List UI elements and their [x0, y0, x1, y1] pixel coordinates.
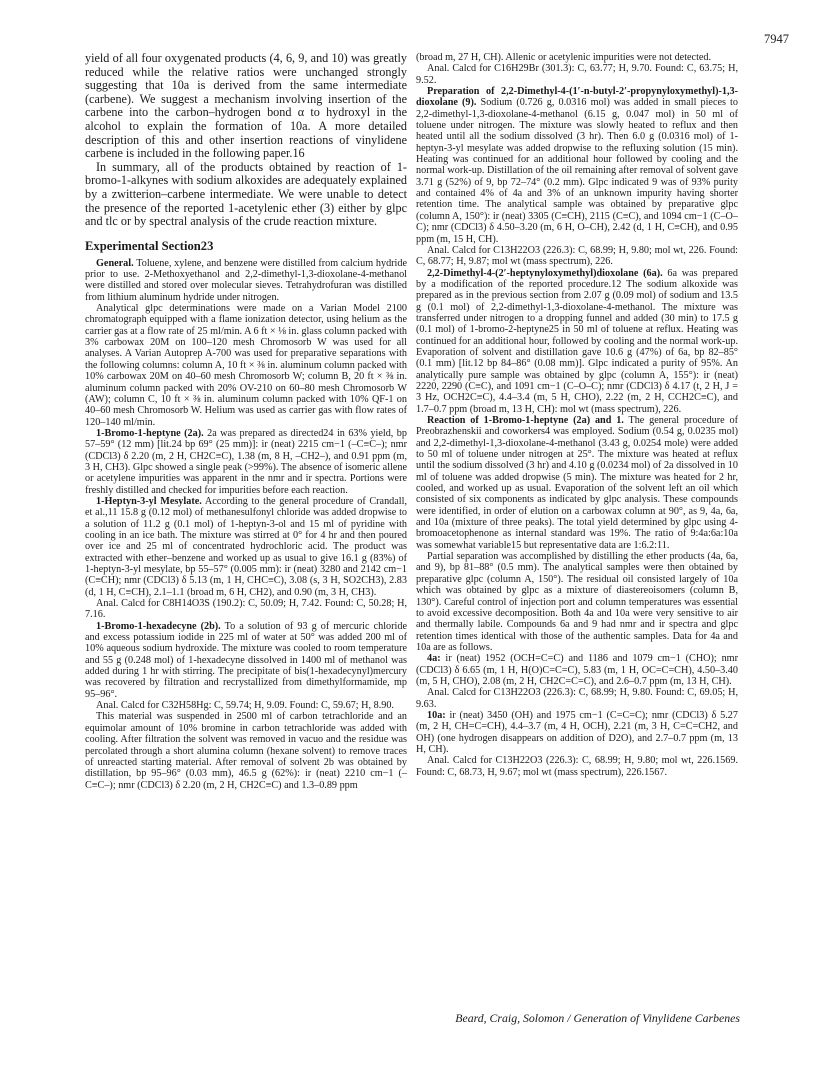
- continued-analysis: Anal. Calcd for C16H29Br (301.3): C, 63.77; H, 9.70. Found: C, 63.75; H, 9.52.: [416, 63, 738, 86]
- data10a-paragraph: [416, 710, 738, 755]
- mesylate-paragraph: [85, 496, 407, 598]
- left-column: [85, 52, 407, 791]
- right-column: [416, 52, 738, 778]
- running-footer: Beard, Craig, Solomon / Generation of Vinylidene Carbenes: [455, 1011, 740, 1025]
- mesylate-head: 1-Heptyn-3-yl Mesylate.: [96, 495, 202, 507]
- prep9-head: Preparation of 2,2-Dimethyl-4-(1′-n-butyl-2′-propynyloxymethyl)-1,3-dioxolane (9).: [416, 86, 738, 109]
- prep6a-body: 6a was prepared by a modification of the reported procedure.12 The sodium alkoxide was prepared as in the previous section from 2.07 g (0.09 mol) of sodium and 13.5 g (0.1 mol) of 2,2-dimethyl-1,3-dioxolane-4-methanol. The mixture was transferred under nitrogen to a dropping funnel and added (30 min) to 17.5 g (0.1 mol) of 1-bromo-2-heptyne25 in 50 ml of toluene at reflux. Heating was continued for an additional hour, followed by cooling and the normal work-up. Evaporation of solvent and distillation gave 10.6 g (47%) of 6a, bp 82–85° (0.1 mm) [lit.12 bp 84–86° (0.08 mm)]. Glpc indicated a purity of 95%. An analytically pure sample was obtained by glpc (column A, 155°): ir (neat) 2220, 2290 (C≡C), and 1091 cm−1 (C–O–C); nmr (CDCl3) δ 4.17 (t, 2 H, J = 3 Hz, OCH2C≡C), 4.4–3.4 (m, 5 H, CHO), 2.22 (m, 2 H, CCH2C≡C), and 1.7–0.7 ppm (broad m, 13 H, CH): mol wt (mass spectrum), 226.: [416, 267, 739, 415]
- page-number: 7947: [764, 32, 789, 46]
- hexadecyne-head: 1-Bromo-1-hexadecyne (2b).: [96, 620, 221, 632]
- continued-paragraph: (broad m, 27 H, CH). Allenic or acetylenic impurities were not detected.: [416, 52, 712, 63]
- prep6a-paragraph: [416, 268, 738, 415]
- reaction-paragraph: [416, 415, 738, 551]
- hexadecyne-analysis: Anal. Calcd for C32H58Hg: C, 59.74; H, 9.09. Found: C, 59.67; H, 8.90.: [96, 700, 394, 712]
- intro-block: [85, 52, 407, 229]
- prep9-body: Sodium (0.726 g, 0.0316 mol) was added in small pieces to 2,2-dimethyl-1,3-dioxolane-4-methanol (6.15 g, 0.047 mol) in 50 ml of toluene under nitrogen. The mixture was slowly heated to reflux and then heated until all the sodium dissolved (3 hr). Then 6.0 g (0.0316 mol) of 1-heptyn-3-yl mesylate was added dropwise to the refluxing solution (15 min). Heating was continued for an additional hour followed by cooling and the normal work-up. Distillation of the oil remaining after removal of solvent gave 3.71 g (52%) of 9, bp 72–74° (0.2 mm). Glpc indicated 9 was of 93% purity and contained 4% of 4a and 3% of an unknown impurity having shorter retention time. The analytical sample was obtained by preparative glpc (column A, 150°): ir (neat) 3305 (C≡CH), 2115 (C≡C), and 1094 cm−1 (C–O–C); nmr (CDCl3) δ 4.50–3.20 (m, 6 H, O–CH), 2.42 (d, 1 H, C≡CH), and 0.95 ppm (m, 15 H, CH).: [416, 97, 738, 245]
- partial-paragraph: Partial separation was accomplished by distilling the ether products (4a, 6a, and 9), bp 81–88° (0.5 mm). The analytical samples were then obtained by preparative glpc (column A, 150°). The residual oil consisted largely of 10a which was obtained by glpc as a mixture of diastereoisomers (column B, 130°). Careful control of injection port and column temperatures was essential to avoid excessive decomposition. Both 4a and 10a were very sensitive to air and thermally labile. Compounds 6a and 9 had nmr and ir spectra and glpc retention times identical with those of the authentic samples. Data for 4a and 10a are as follows.: [416, 551, 738, 653]
- bromoheptyne-paragraph: [85, 428, 407, 496]
- general-body: Toluene, xylene, and benzene were distilled from calcium hydride prior to use. 2-Methoxyethanol and 2,2-dimethyl-1,3-dioxolane-4-methanol were distilled and stored over molecular sieves. Tetrahydrofuran was distilled from lithium aluminum hydride under nitrogen.: [85, 257, 407, 303]
- hexadecyne-body: To a solution of 93 g of mercuric chloride and excess potassium iodide in 225 ml of water at 50° was added 200 ml of 10% aqueous sodium hydroxide. The mixture was cooled to room temperature and 55 g (0.248 mol) of 1-hexadecyne dissolved in 1400 ml of methanol was added during 1 hr with stirring. The precipitate of bis(1-hexadecynyl)mercury was recovered by filtration and recrystallized from dimethylformamide, mp 95–96°.: [85, 620, 407, 700]
- mesylate-body: According to the general procedure of Crandall, et al.,11 15.8 g (0.12 mol) of methanesulfonyl chloride was added dropwise to a solution of 11.2 g (0.1 mol) of 1-heptyn-3-ol and 15 ml of pyridine with cooling in an ice bath. The mixture was stirred at 0° for 4 hr and then poured over ice and 25 ml of concentrated hydrochloric acid. The product was extracted with ether–benzene and worked up as usual to give 16.1 g (83%) of 1-heptyn-3-yl mesylate, bp 55–57° (0.005 mm): ir (neat) 3280 and 2142 cm−1 (C≡CH); nmr (CDCl3) δ 5.13 (m, 1 H, CHC≡C), 3.08 (s, 3 H, SO2CH3), 2.83 (d, 1 H, C≡CH), 2.1–1.1 (broad m, 6 H, CH2), and 0.90 (m, 3 H, CH3).: [85, 495, 407, 598]
- analytical-paragraph: Analytical glpc determinations were made on a Varian Model 2100 chromatograph equipped with a flame ionization detector, using helium as the carrier gas at a flow rate of 25 ml/min. A 6 ft × ⅛ in. glass column packed with 3% carbowax 20M on 100–120 mesh Chromosorb W was used for all analyses. A Varian Autoprep A-700 was used for preparative separations with the following columns: column A, 10 ft × ⅜ in. aluminum column packed with 10% carbowax 20M on 40–60 mesh Chromosorb W; column B, 20 ft × ⅜ in. aluminum column packed with 20% OV-210 on 60–80 mesh Chromosorb W (AW); column C, 10 ft × ⅜ in. aluminum column packed with 10% QF-1 on 40–60 mesh Chromosorb W. Helium was used as carrier gas with flow rates of 120–140 ml/min.: [85, 303, 407, 428]
- reaction-body: The general procedure of Preobrazhenskii and coworkers4 was employed. Sodium (0.54 g, 0.0235 mol) and 2,2-dimethyl-1,3-dioxolane-4-methanol (3.43 g, 0.0254 mole) were added to 50 ml of toluene under nitrogen at 25°. The mixture was heated at reflux until the sodium dissolved (3 hr) and 4.10 g (0.0234 mol) of 2a dissolved in 10 ml of toluene was added dropwise (5 min). The mixture was heated for 2 hr, cooled, and worked up as usual. Evaporation of the solvent left an oil which consisted of six components as indicated by glpc analysis. These compounds were identified, in order of elution on a carbowax column at 90°, as 9, 4a, 6a, and 10a (mixture of three peaks). The total yield determined by glpc using 4-bromoacetophenone as internal standard was 19%. The ratio of 9:4a:6a:10a was somewhat variable15 but representative data are 1:6.2:11.: [416, 415, 738, 551]
- data4a-head: 4a:: [427, 653, 441, 665]
- data10a-body: ir (neat) 3450 (OH) and 1975 cm−1 (C=C=C); nmr (CDCl3) δ 5.27 (m, 2 H, CH=C=CH), 4.4–3.7 (m, 4 H, OCH), 2.21 (m, 3 H, C=C=CH2, and OH) (one hydrogen disappears on addition of D2O), and 2.7–0.7 ppm (m, 13 H, CH).: [416, 709, 738, 755]
- prep9-paragraph: [416, 86, 738, 245]
- prep9-analysis: Anal. Calcd for C13H22O3 (226.3): C, 68.99; H, 9.80; mol wt, 226. Found: C, 68.77; H, 9.87; mol wt (mass spectrum), 226.: [416, 244, 738, 268]
- intro-paragraph-1: yield of all four oxygenated products (4, 6, 9, and 10) was greatly reduced while the relative ratios were unchanged strongly suggesting that 10a is derived from the same intermediate (carbene). We suggest a mechanism involving insertion of the carbene into the carbon–hydrogen bond α to hydroxyl in the alcohol to explain the formation of 10a. A more detailed description of this and other insertion reactions of vinylidene carbene is included in the following paper.16: [85, 51, 407, 161]
- intro-paragraph-2: In summary, all of the products obtained by reaction of 1-bromo-1-alkynes with sodium alkoxides are adequately explained by a zwitterion–carbene intermediate. We were unable to detect the presence of the reported 1-acetylenic ether (3) either by glpc and tlc or by spectral analysis of the crude reaction mixture.: [85, 159, 407, 229]
- data4a-body: ir (neat) 1952 (OCH=C=C) and 1186 and 1079 cm−1 (CHO); nmr (CDCl3) δ 6.65 (m, 1 H, H(O)C=C=C), 5.83 (m, 1 H, OC=C=CH), 4.50–3.40 (m, 5 H, CHO), 2.08 (m, 2 H, CH2C=C=C), and 2.6–0.7 ppm (m, 13 H, CH).: [416, 653, 738, 687]
- prep6a-head: 2,2-Dimethyl-4-(2′-heptynyloxymethyl)dioxolane (6a).: [427, 267, 663, 279]
- data10a-analysis: Anal. Calcd for C13H22O3 (226.3): C, 68.99; H, 9.80; mol wt, 226.1569. Found: C, 68.73, H, 9.67; mol wt (mass spectrum), 226.1567.: [416, 755, 738, 778]
- reaction-head: Reaction of 1-Bromo-1-heptyne (2a) and 1.: [427, 415, 624, 426]
- suspended-paragraph: This material was suspended in 2500 ml of carbon tetrachloride and an equimolar amount of 10% bromine in carbon tetrachloride was added with cooling. After filtration the solvent was removed in vacuo and the residue was percolated through a short alumina column (hexane solvent) to remove traces of unreacted starting material. After removal of solvent 2b was obtained by distillation, bp 95–96° (0.03 mm), 46.5 g (62%): ir (neat) 2210 cm−1 (–C≡C–); nmr (CDCl3) δ 2.20 (m, 2 H, CH2C≡C) and 1.3–0.89 ppm: [85, 711, 407, 791]
- general-head: General.: [96, 257, 134, 269]
- bromoheptyne-body: 2a was prepared as directed24 in 63% yield, bp 57–59° (12 mm) [lit.24 bp 69° (25 mm)]: ir (neat) 2215 cm−1 (–C≡C–); nmr (CDCl3) δ 2.20 (m, 2 H, CH2C≡C), 1.38 (m, 8 H, –CH2–), and 0.91 ppm (m, 3 H, CH3). Glpc showed a single peak (>99%). The absence of isomeric allene or acetylene impurities was apparent in the nmr and ir spectra. Portions were freshly distilled and checked for impurities before each reaction.: [85, 427, 407, 496]
- hexadecyne-paragraph: [85, 621, 407, 700]
- data4a-analysis: Anal. Calcd for C13H22O3 (226.3): C, 68.99; H, 9.80. Found: C, 69.05; H, 9.63.: [416, 687, 738, 710]
- section-title: Experimental Section23: [85, 238, 214, 253]
- data4a-paragraph: [416, 653, 738, 687]
- mesylate-analysis: Anal. Calcd for C8H14O3S (190.2): C, 50.09; H, 7.42. Found: C, 50.28; H, 7.16.: [85, 598, 407, 621]
- bromoheptyne-head: 1-Bromo-1-heptyne (2a).: [96, 427, 204, 439]
- data10a-head: 10a:: [427, 709, 446, 721]
- general-paragraph: [85, 258, 407, 303]
